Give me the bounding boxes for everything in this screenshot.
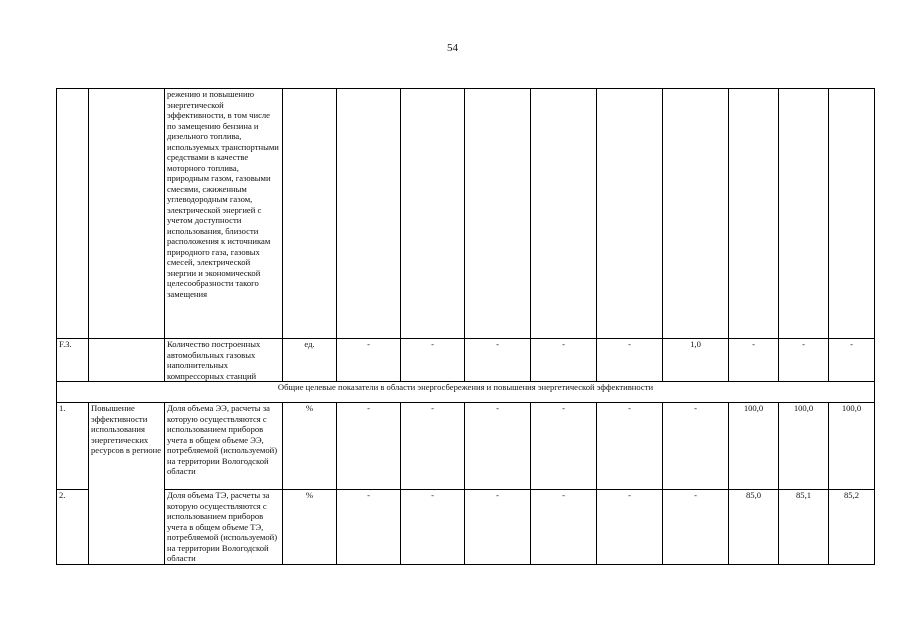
cell-value: - bbox=[465, 403, 531, 490]
cell-value bbox=[597, 89, 663, 339]
cell-goal bbox=[89, 339, 165, 382]
cell-goal: Повышение эффективности использования энергетических ресурсов в регионе bbox=[89, 403, 165, 565]
cell-num bbox=[57, 89, 89, 339]
table-row-f3 bbox=[57, 339, 875, 382]
section-title: Общие целевые показатели в области энергосбережения и повышения энергетической эффективности bbox=[57, 382, 875, 403]
cell-value: 100,0 bbox=[829, 403, 875, 490]
cell-value: - bbox=[401, 339, 465, 382]
cell-value: - bbox=[337, 490, 401, 565]
cell-value: - bbox=[597, 490, 663, 565]
page-number: 54 bbox=[447, 42, 458, 54]
cell-unit: ед. bbox=[283, 339, 337, 382]
cell-goal bbox=[89, 89, 165, 339]
cell-value bbox=[663, 89, 729, 339]
cell-value bbox=[779, 89, 829, 339]
cell-value: 100,0 bbox=[729, 403, 779, 490]
cell-description: Доля объема ТЭ, расчеты за которую осуществляются с использованием приборов учета в общем объеме ТЭ, потребляемой (используемой) на территории Вологодской области bbox=[165, 490, 283, 565]
table-section-header bbox=[57, 382, 875, 403]
cell-value bbox=[531, 89, 597, 339]
cell-unit bbox=[283, 89, 337, 339]
cell-num: 1. bbox=[57, 403, 89, 490]
cell-value: - bbox=[401, 490, 465, 565]
cell-value bbox=[829, 89, 875, 339]
table-row-1 bbox=[57, 403, 875, 490]
cell-value: - bbox=[597, 339, 663, 382]
cell-value: 85,1 bbox=[779, 490, 829, 565]
cell-value: - bbox=[663, 403, 729, 490]
cell-value: - bbox=[829, 339, 875, 382]
cell-value: - bbox=[779, 339, 829, 382]
cell-value: - bbox=[465, 490, 531, 565]
cell-value bbox=[729, 89, 779, 339]
cell-value: - bbox=[531, 403, 597, 490]
cell-unit: % bbox=[283, 490, 337, 565]
cell-value bbox=[465, 89, 531, 339]
cell-value: - bbox=[531, 490, 597, 565]
cell-value: - bbox=[597, 403, 663, 490]
cell-value: - bbox=[531, 339, 597, 382]
cell-description: Доля объема ЭЭ, расчеты за которую осуществляются с использованием приборов учета в общем объеме ЭЭ, потребляемой (используемой) на территории Вологодской области bbox=[165, 403, 283, 490]
cell-value bbox=[401, 89, 465, 339]
cell-value: 85,2 bbox=[829, 490, 875, 565]
cell-value: - bbox=[337, 339, 401, 382]
cell-value: 85,0 bbox=[729, 490, 779, 565]
cell-num: F.3. bbox=[57, 339, 89, 382]
cell-value: 100,0 bbox=[779, 403, 829, 490]
cell-value bbox=[337, 89, 401, 339]
cell-value: 1,0 bbox=[663, 339, 729, 382]
cell-value: - bbox=[337, 403, 401, 490]
cell-value: - bbox=[401, 403, 465, 490]
cell-description: режению и повышению энергетической эффективности, в том числе по замещению бензина и дизельного топлива, используемых транспортными средствами в качестве моторного топлива, природным газом, газовыми смесями, сжиженным углеводородным газом, электрической энергией с учетом доступности использования, близости расположения к источникам природного газа, газовых смесей, электрической энергии и экономической целесообразности такого замещения bbox=[165, 89, 283, 339]
table-row-2 bbox=[57, 490, 875, 565]
indicators-table bbox=[56, 88, 875, 565]
cell-num: 2. bbox=[57, 490, 89, 565]
cell-description: Количество построенных автомобильных газовых наполнительных компрессорных станций bbox=[165, 339, 283, 382]
cell-value: - bbox=[663, 490, 729, 565]
cell-value: - bbox=[465, 339, 531, 382]
table-row-continuation bbox=[57, 89, 875, 339]
cell-value: - bbox=[729, 339, 779, 382]
cell-unit: % bbox=[283, 403, 337, 490]
